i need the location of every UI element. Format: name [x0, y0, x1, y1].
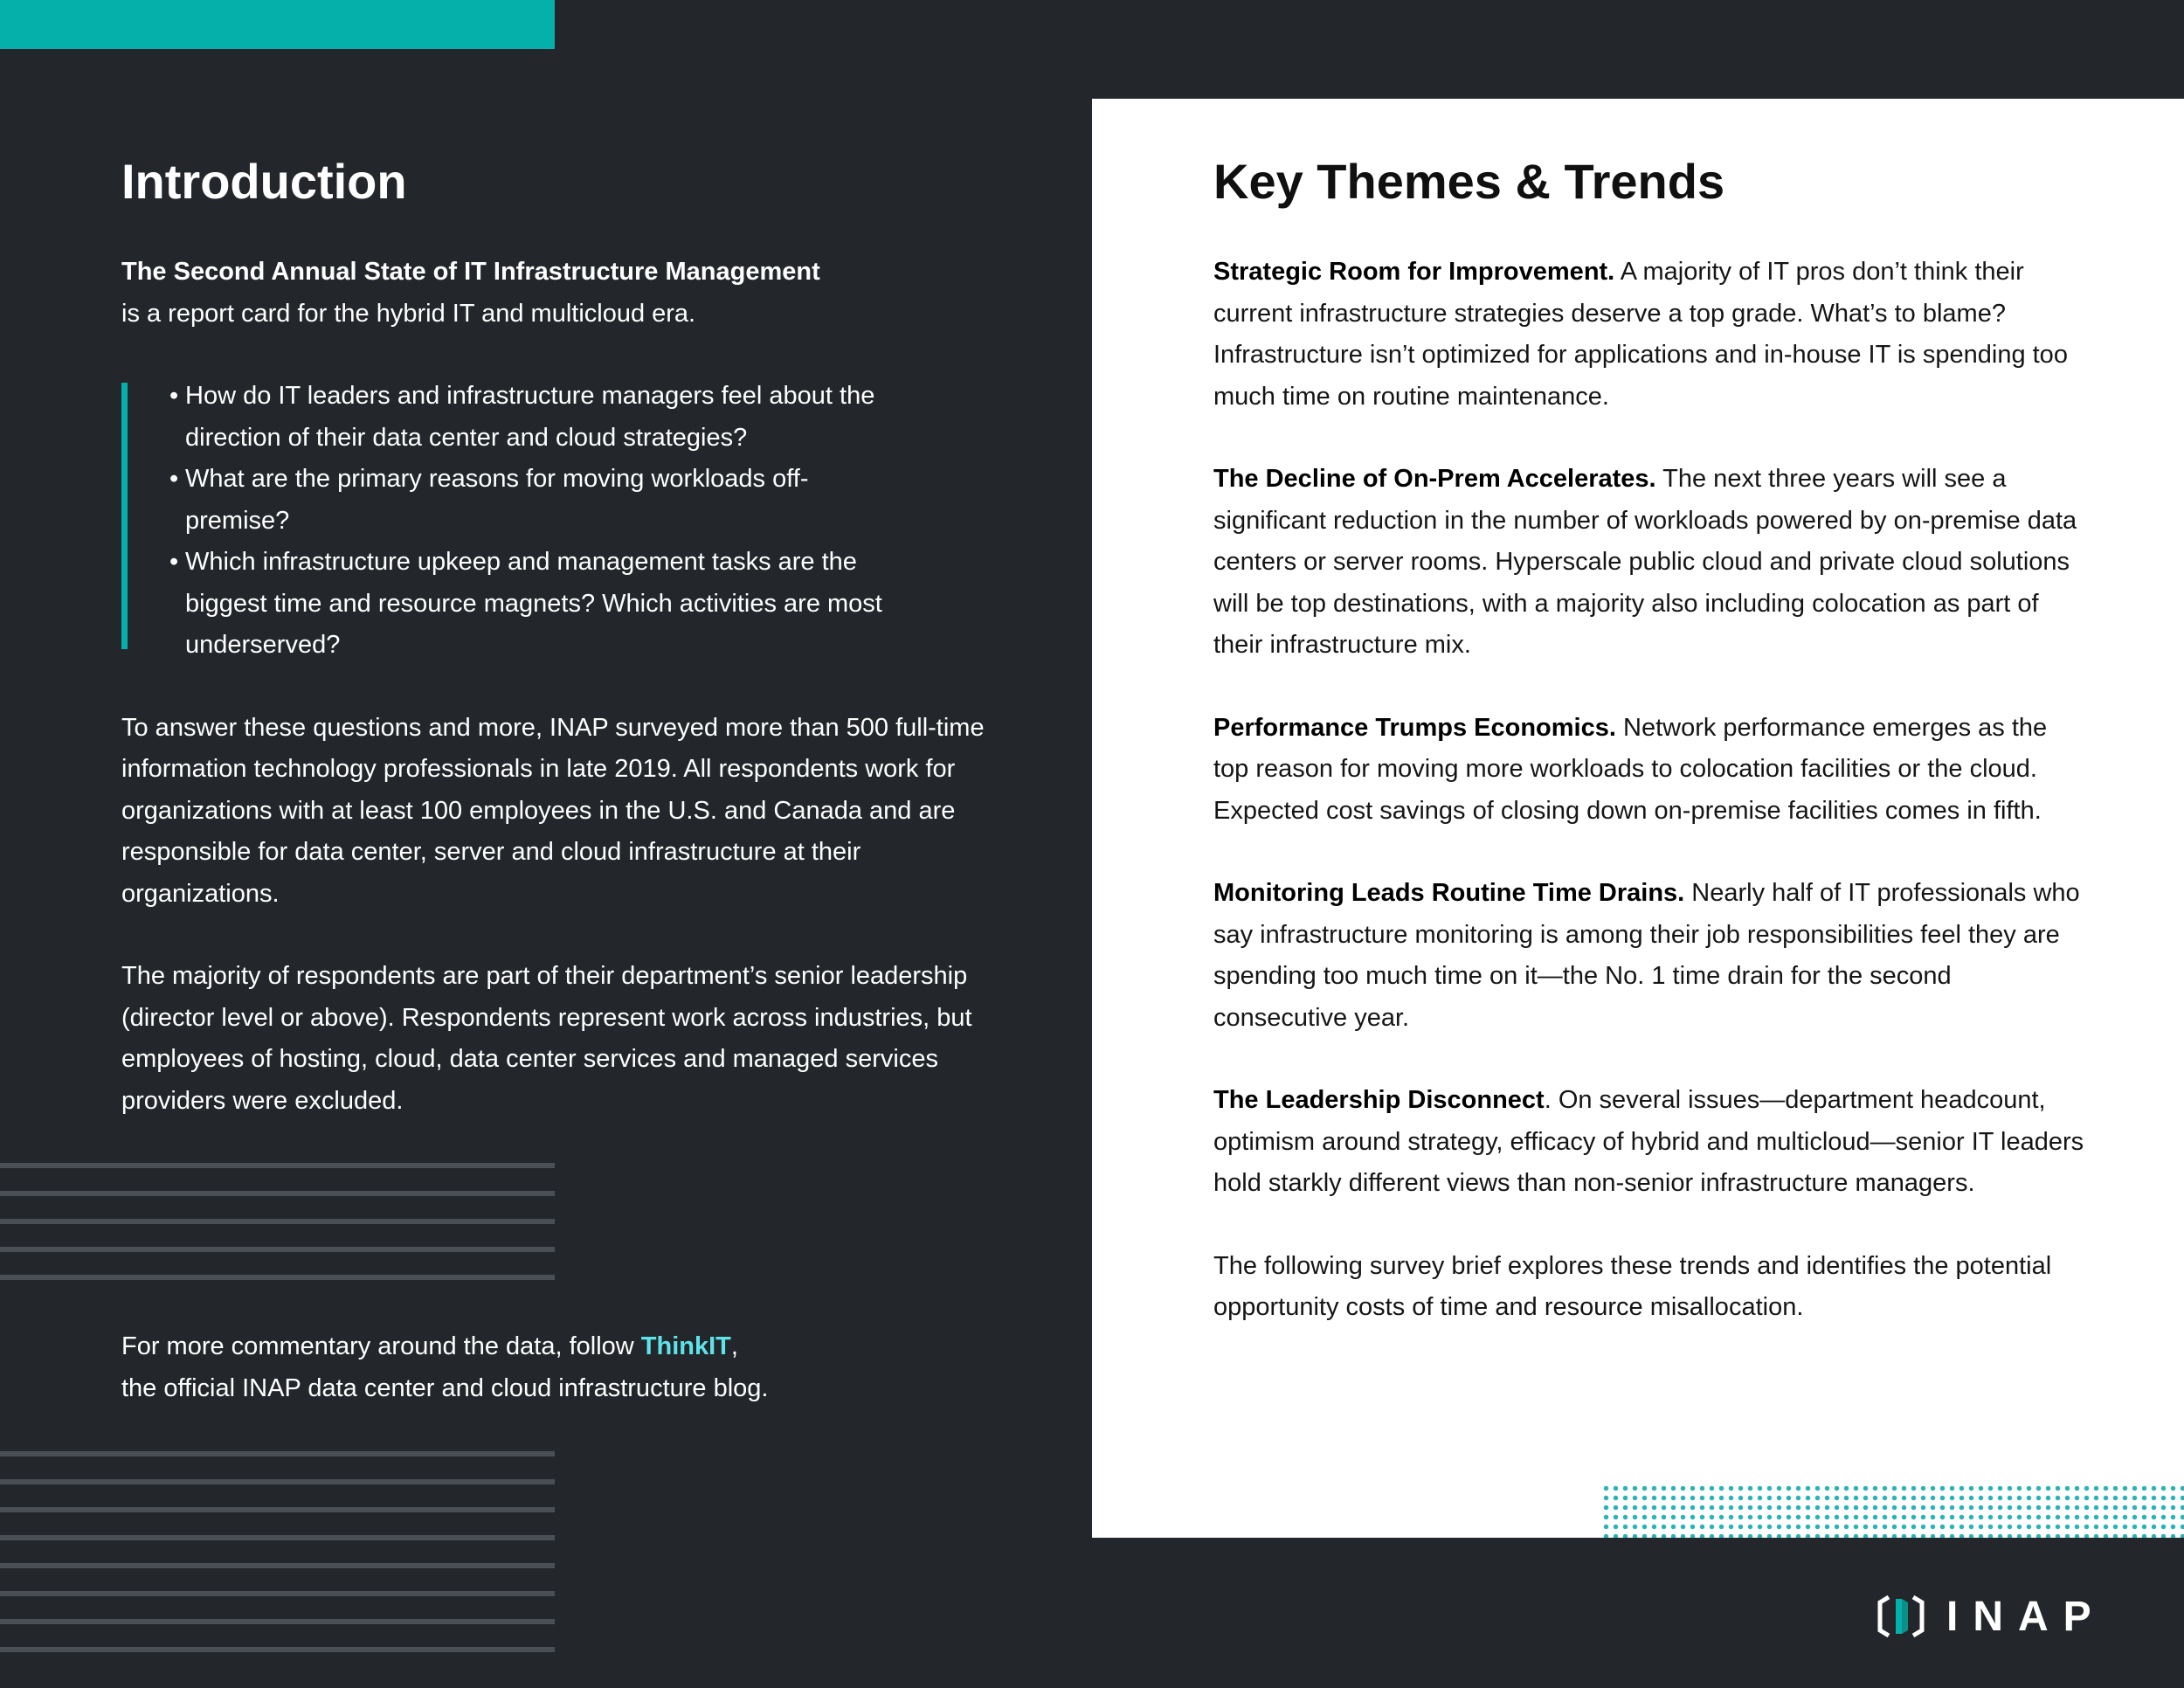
theme-item — [1213, 1080, 2087, 1205]
quote-rule — [121, 383, 128, 649]
key-themes-heading: Key Themes & Trends — [1213, 154, 1725, 209]
inap-logo-icon — [1876, 1592, 1925, 1641]
theme-title: The Decline of On-Prem Accelerates. — [1213, 465, 1656, 493]
decorative-stripes-top — [0, 1163, 555, 1303]
list-item-text: How do IT leaders and infrastructure managers feel about the direction of their data center and cloud strategies? — [185, 382, 875, 452]
bullet-icon: • — [169, 548, 179, 576]
theme-item — [1213, 873, 2087, 1039]
respondents-paragraph: The majority of respondents are part of their department’s senior leadership (director level or above). Respondents represent work across industries, but employees of hosting, cloud, data center services and managed services providers were excluded. — [121, 962, 972, 1115]
question-list — [121, 376, 986, 667]
theme-item — [1213, 708, 2087, 833]
theme-body: . On several issues—department headcount, optimism around strategy, efficacy of hybrid and multicloud—senior IT leaders hold starkly different views than non-senior infrastructure managers. — [1213, 1086, 2084, 1197]
methodology-paragraph: To answer these questions and more, INAP surveyed more than 500 full-time information technology professionals in late 2019. All respondents work for organizations with at least 100 employees in the U.S. and Canada and are responsible for data center, server and cloud infrastructure at their organizations. — [121, 713, 985, 908]
report-subtitle: is a report card for the hybrid IT and multicloud era. — [121, 299, 696, 328]
bullet-icon: • — [169, 382, 179, 410]
follow-comma: , — [730, 1332, 738, 1360]
follow-note — [121, 1326, 978, 1409]
intro-lead — [121, 252, 986, 335]
inap-logo — [1876, 1592, 2106, 1641]
follow-text: For more commentary around the data, follow — [121, 1332, 634, 1360]
thinkit-link[interactable]: ThinkIT — [640, 1332, 731, 1360]
report-title: The Second Annual State of IT Infrastructure Management — [121, 258, 820, 286]
theme-body: Nearly half of IT professionals who say infrastructure monitoring is among their job responsibilities feel they are spending too much time on it—the No. 1 time drain for the second consecutive year. — [1213, 879, 2080, 1032]
decorative-dot-grid — [1601, 1484, 2184, 1538]
list-item — [169, 376, 986, 459]
list-item — [169, 542, 986, 667]
theme-item — [1213, 252, 2087, 418]
list-item-text: What are the primary reasons for moving workloads off-premise? — [185, 465, 809, 535]
theme-body: A majority of IT pros don’t think their current infrastructure strategies deserve a top grade. What’s to blame? Infrastructure isn’t optimized for applications and in-house IT is spending too much time on routine maintenance. — [1213, 258, 2068, 411]
theme-title: Performance Trumps Economics. — [1213, 713, 1616, 742]
list-item — [169, 459, 986, 542]
bullet-icon: • — [169, 465, 179, 493]
theme-title: Strategic Room for Improvement. — [1213, 258, 1615, 286]
accent-bar — [0, 0, 555, 49]
theme-item — [1213, 459, 2087, 667]
key-themes-section — [1213, 147, 2087, 1329]
introduction-section — [121, 147, 986, 1122]
theme-title: Monitoring Leads Routine Time Drains. — [1213, 879, 1685, 907]
inap-logo-text: INAP — [1946, 1593, 2106, 1640]
theme-title: The Leadership Disconnect — [1213, 1086, 1545, 1114]
closing-paragraph: The following survey brief explores these trends and identifies the potential opportunity costs of time and resource misallocation. — [1213, 1251, 2052, 1321]
decorative-stripes-bottom — [0, 1451, 555, 1675]
introduction-heading: Introduction — [121, 154, 407, 209]
list-item-text: Which infrastructure upkeep and management tasks are the biggest time and resource magnets? Which activities are most underserved? — [185, 548, 882, 659]
theme-body: Network performance emerges as the top reason for moving more workloads to colocation facilities or the cloud. Expected cost savings of closing down on-premise facilities comes in fifth. — [1213, 713, 2048, 825]
theme-body: The next three years will see a significant reduction in the number of workloads powered by on-premise data centers or server rooms. Hyperscale public cloud and private cloud solutions will be top destinations, with a majority also including colocation as part of their infrastructure mix. — [1213, 465, 2077, 659]
follow-text-2: the official INAP data center and cloud infrastructure blog. — [121, 1373, 769, 1402]
key-themes-panel — [1092, 99, 2184, 1538]
